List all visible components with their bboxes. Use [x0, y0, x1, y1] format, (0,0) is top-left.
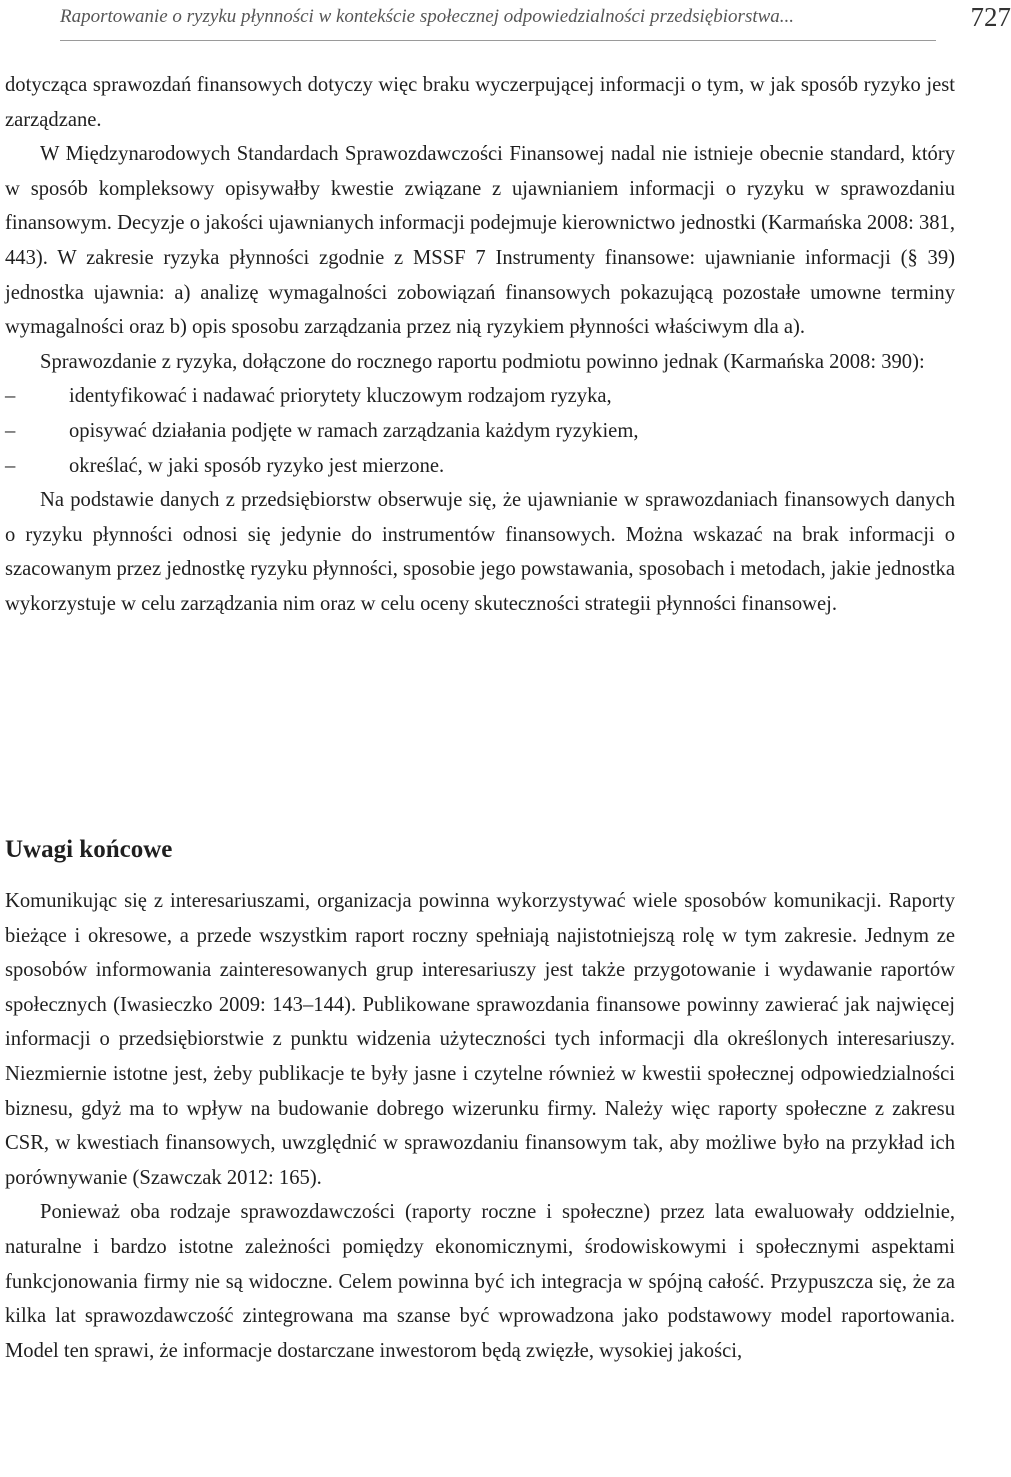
running-header [60, 0, 1011, 41]
running-title: Raportowanie o ryzyku płynności w kontekście społecznej odpowiedzialności przedsiębiorstwa... [60, 6, 795, 27]
paragraph-mssf: W Międzynarodowych Standardach Sprawozdawczości Finansowej nadal nie istnieje obecnie standard, który w sposób kompleksowy opisywałby kwestie związane z ujawnianiem informacji o ryzyku w sprawozdaniu finansowym. Decyzje o jakości ujawnianych informacji podejmuje kierownictwo jednostki (Karmańska 2008: 381, 443). W zakresie ryzyka płynności zgodnie z MSSF 7 Instrumenty finansowe: ujawnianie informacji (§ 39) jednostka ujawnia: a) analizę wymagalności zobowiązań finansowych pokazującą pozostałe umowne terminy wymagalności oraz b) opis sposobu zarządzania przez nią ryzykiem płynności właściwym dla a). [5, 143, 955, 339]
list-item [5, 449, 955, 484]
dash-bullet: – [5, 385, 16, 408]
document-page [5, 0, 1011, 1362]
dash-bullet: – [5, 419, 16, 442]
list-item [5, 379, 955, 414]
dash-bullet: – [5, 454, 16, 477]
paragraph-continued: dotycząca sprawozdań finansowych dotyczy więc braku wyczerpującej informacji o tym, w jak sposób ryzyko jest zarządzane. [5, 74, 955, 131]
section-heading: Uwagi końcowe [5, 836, 173, 863]
section-final-remarks [5, 884, 955, 1368]
paragraph-risk-report: Sprawozdanie z ryzyka, dołączone do rocznego raportu podmiotu powinno jednak (Karmańska 2008: 390): [40, 350, 925, 373]
list-item-text: określać, w jaki sposób ryzyko jest mierzone. [69, 454, 445, 477]
paragraph-communication: Komunikując się z interesariuszami, organizacja powinna wykorzystywać wiele sposobów komunikacji. Raporty bieżące i okresowe, a przede wszystkim raport roczny spełniają najistotniejszą rolę w tym zakresie. Jednym ze sposobów informowania zainteresowanych grup interesariuszy jest także przygotowanie i wydawanie raportów społecznych (Iwasieczko 2009: 143–144). Publikowane sprawozdania finansowe powinny zawierać jak najwięcej informacji o przedsiębiorstwie z punktu widzenia użyteczności tych informacji dla określonych interesariuszy. Niezmiernie istotne jest, żeby publikacje te były jasne i czytelne również w kwestii społecznej odpowiedzialności biznesu, gdyż ma to wpływ na budowanie dobrego wizerunku firmy. Należy więc raporty społeczne z zakresu CSR, w kwestiach finansowych, uwzględnić w sprawozdaniu finansowym tak, aby możliwe było na przykład ich porównywanie (Szawczak 2012: 165). [5, 890, 955, 1189]
list-item-text: identyfikować i nadawać priorytety kluczowym rodzajom ryzyka, [69, 385, 612, 408]
page-number: 727 [970, 2, 1011, 32]
paragraph-observations: Na podstawie danych z przedsiębiorstw obserwuje się, że ujawnianie w sprawozdaniach finansowych danych o ryzyku płynności odnosi się jedynie do instrumentów finansowych. Można wskazać na brak informacji o szacowanym przez jednostkę ryzyku płynności, sposobie jego powstawania, sposobach i metodach, jakie jednostka wykorzystuje w celu zarządzania nim oraz w celu oceny skuteczności strategii płynności finansowej. [5, 489, 955, 615]
list-item-text: opisywać działania podjęte w ramach zarządzania każdym ryzykiem, [69, 419, 639, 442]
list-item [5, 414, 955, 449]
dash-list [5, 379, 955, 483]
section-body [5, 68, 955, 622]
paragraph-integration: Ponieważ oba rodzaje sprawozdawczości (raporty roczne i społeczne) przez lata ewaluowały oddzielnie, naturalne i bardzo istotne zależności pomiędzy ekonomicznymi, środowiskowymi i społecznymi aspektami funkcjonowania firmy nie są widoczne. Celem powinna być ich integracja w spójną całość. Przypuszcza się, że za kilka lat sprawozdawczość zintegrowana ma szanse być wprowadzona jako podstawowy model raportowania. Model ten sprawi, że informacje dostarczane inwestorom będą zwięzłe, wysokiej jakości, [5, 1201, 955, 1362]
